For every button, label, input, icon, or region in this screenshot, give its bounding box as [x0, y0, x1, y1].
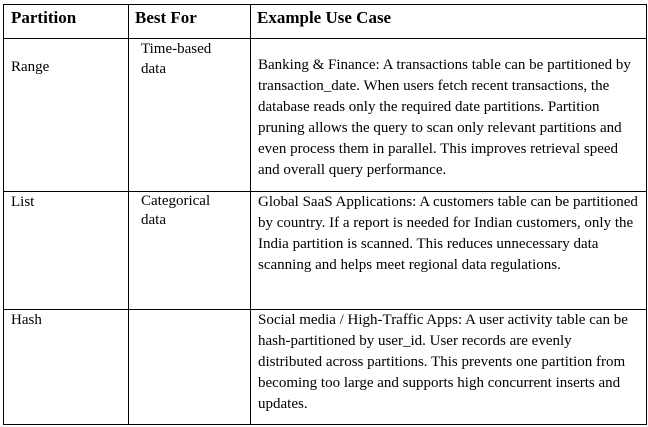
cell-partition: [4, 192, 129, 310]
partition-table-container: [3, 4, 646, 425]
best-for-text: [129, 192, 250, 230]
best-for-line-1: Categorical: [141, 193, 211, 209]
header-partition: [4, 5, 129, 39]
table-row: [4, 310, 647, 425]
header-best-for: [129, 5, 251, 39]
cell-best-for: [129, 310, 251, 425]
cell-use-case: [251, 192, 647, 310]
header-row: [4, 5, 647, 39]
partition-table: [3, 4, 647, 425]
use-case-text: Global SaaS Applications: A customers table can be partitioned by country. If a report is needed for Indian customers, only the India partition is scanned. This reduces unnecessary data scanning and helps meet regional data regulations.: [258, 194, 638, 273]
header-example-use-case: [251, 5, 647, 39]
best-for-text: [129, 39, 250, 79]
partition-name: List: [11, 194, 35, 210]
cell-use-case: [251, 39, 647, 192]
header-partition-label: Partition: [11, 8, 77, 27]
best-for-line-1: Time-based: [141, 41, 212, 57]
cell-partition: [4, 310, 129, 425]
partition-name: Range: [11, 59, 50, 75]
cell-best-for: [129, 192, 251, 310]
cell-use-case: [251, 310, 647, 425]
header-best-for-label: Best For: [135, 8, 197, 27]
table-row: [4, 192, 647, 310]
best-for-line-2: data: [141, 61, 166, 77]
cell-partition: [4, 39, 129, 192]
partition-name: Hash: [11, 312, 42, 328]
best-for-line-2: data: [141, 212, 166, 228]
table-row: [4, 39, 647, 192]
header-example-use-case-label: Example Use Case: [257, 8, 392, 27]
cell-best-for: [129, 39, 251, 192]
use-case-text: Banking & Finance: A transactions table can be partitioned by transaction_date. When users fetch recent transactions, the database reads only the required date partitions. Partition pruning allows the query to scan only relevant partitions and even process them in parallel. This improves retrieval speed and overall query performance.: [258, 57, 631, 178]
use-case-text: Social media / High-Traffic Apps: A user activity table can be hash-partitioned by user_id. User records are evenly distributed across partitions. This prevents one partition from becoming too large and supports high concurrent inserts and updates.: [258, 312, 628, 412]
